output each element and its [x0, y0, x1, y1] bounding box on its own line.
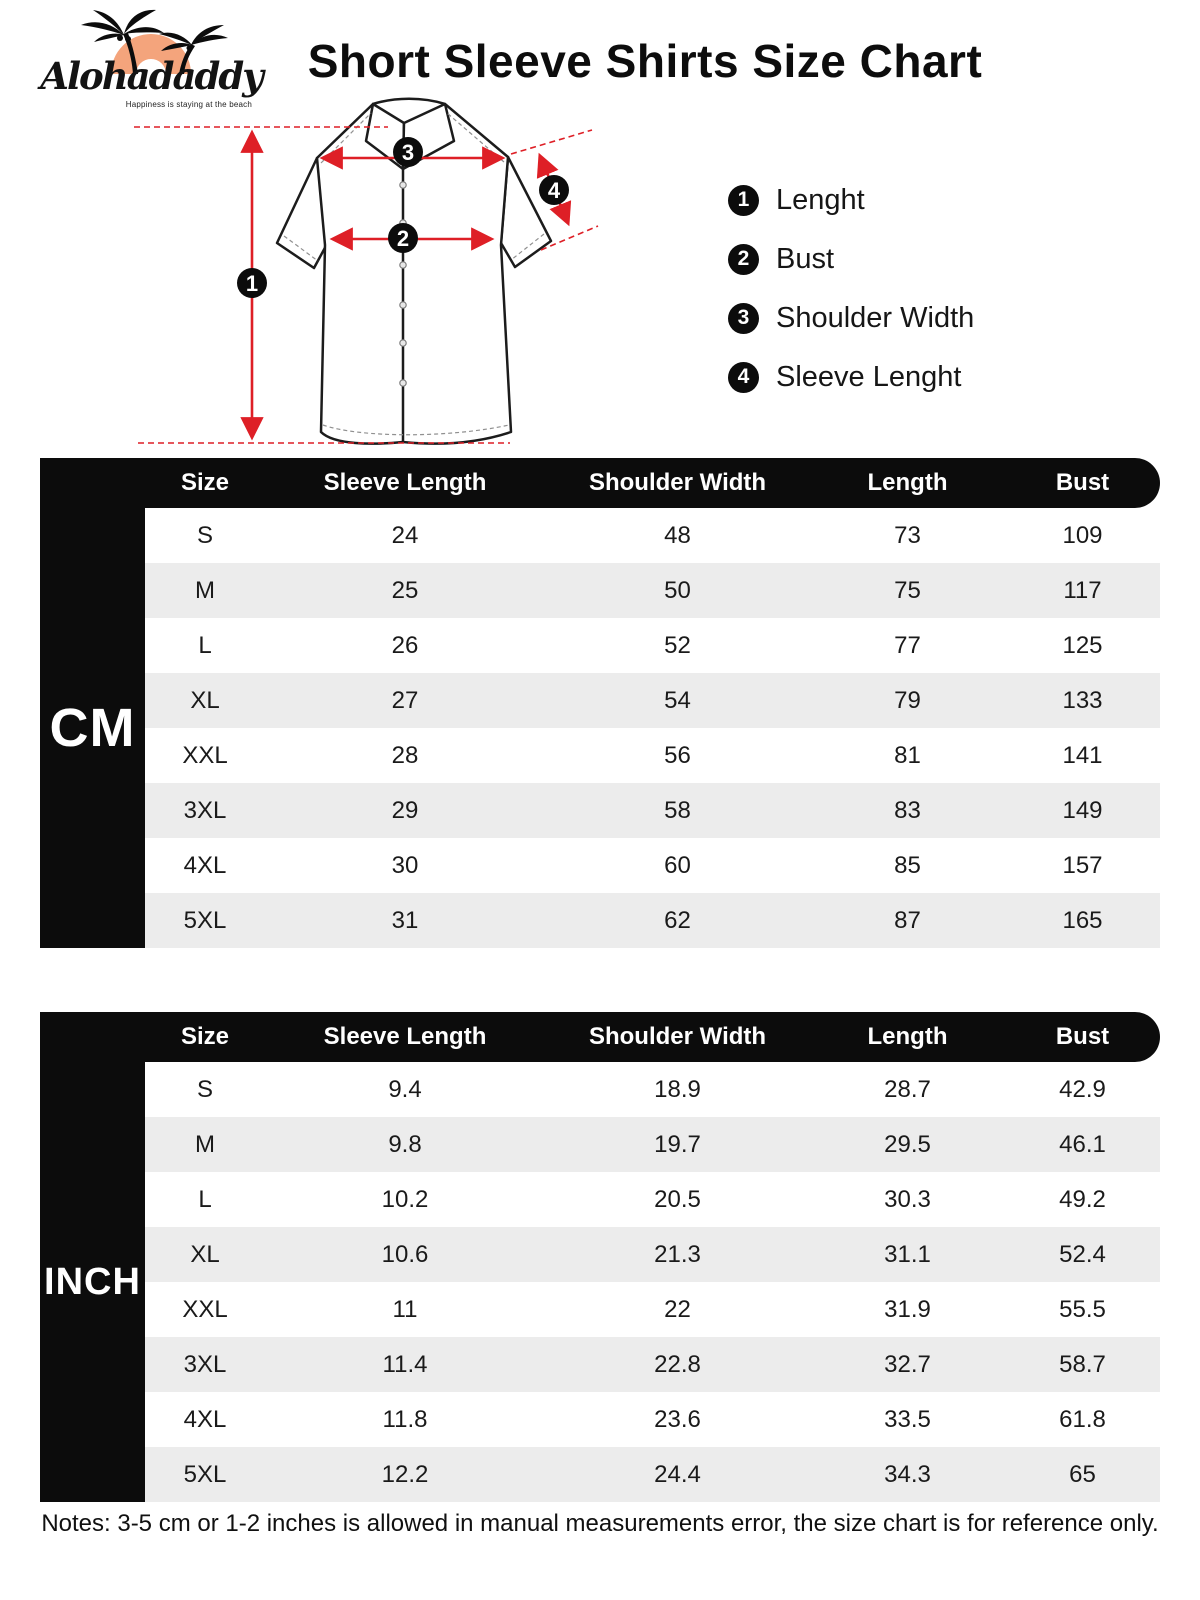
table-cell: 46.1: [1059, 1130, 1106, 1158]
table-row: [145, 1062, 1160, 1117]
table-cell: XXL: [182, 741, 228, 769]
table-cell: 11.8: [382, 1405, 428, 1433]
brand-name: Alohadaddy: [40, 54, 262, 98]
column-header-shoulder: Shoulder Width: [588, 469, 767, 496]
table-row: [145, 508, 1160, 563]
table-cell: 22.8: [654, 1350, 701, 1378]
table-cell: 24.4: [654, 1460, 701, 1488]
table-cell: 31: [391, 906, 419, 934]
table-row: [145, 673, 1160, 728]
table-cell: 29: [391, 796, 419, 824]
brand-tagline: Happiness is staying at the beach: [125, 100, 252, 109]
table-row: [145, 893, 1160, 948]
table-cell: 52: [664, 631, 691, 659]
measurement-legend: [728, 170, 974, 393]
table-cell: 20.5: [654, 1185, 701, 1213]
badge-1-num: 1: [245, 271, 259, 296]
table-cell: 11.4: [382, 1350, 428, 1378]
table-row: [145, 1392, 1160, 1447]
right-sleeve: [501, 157, 551, 267]
table-cell: XL: [190, 1240, 220, 1268]
table-cell: L: [198, 1185, 212, 1213]
table-cell: 42.9: [1059, 1075, 1106, 1103]
table-cell: 33.5: [884, 1405, 931, 1433]
page-title: Short Sleeve Shirts Size Chart: [307, 35, 983, 87]
table-row: [145, 563, 1160, 618]
table-cell: 9.8: [388, 1130, 422, 1158]
table-cell: 165: [1062, 906, 1103, 934]
table-row: [145, 618, 1160, 673]
table-cell: 9.4: [388, 1075, 422, 1103]
table-cell: 73: [894, 521, 921, 549]
table-cell: 32.7: [884, 1350, 931, 1378]
table-cell: 65: [1069, 1460, 1096, 1488]
legend-label: Sleeve Lenght: [776, 360, 962, 393]
table-cell: 30.3: [884, 1185, 931, 1213]
column-header-bust: Bust: [1055, 1023, 1110, 1050]
table-cell: 28.7: [884, 1075, 931, 1103]
badge-2-num: 2: [396, 226, 410, 251]
legend-item: [728, 361, 974, 393]
table-cell: 60: [664, 851, 691, 879]
legend-item: [728, 243, 974, 275]
table-row: [145, 1447, 1160, 1502]
table-cell: 56: [664, 741, 691, 769]
table-cell: S: [196, 1075, 213, 1103]
column-header-shoulder: Shoulder Width: [588, 1023, 767, 1050]
table-cell: 3XL: [183, 796, 227, 824]
table-cell: 58.7: [1059, 1350, 1106, 1378]
shirt-measurement-diagram: [120, 95, 600, 455]
table-cell: 85: [894, 851, 921, 879]
column-header-size: Size: [180, 1023, 230, 1050]
table-cell: 48: [664, 521, 691, 549]
table-cell: 55.5: [1059, 1295, 1106, 1323]
column-header-size: Size: [180, 469, 230, 496]
table-cell: 87: [894, 906, 921, 934]
table-cell: 24: [391, 521, 419, 549]
table-cell: 22: [664, 1295, 691, 1323]
table-cell: 75: [894, 576, 921, 604]
table-row: [145, 1282, 1160, 1337]
table-cell: 58: [664, 796, 691, 824]
table-cell: 109: [1062, 521, 1103, 549]
inch-size-table: [40, 1012, 1160, 1502]
table-cell: L: [198, 631, 212, 659]
notes-text: Notes: 3-5 cm or 1-2 inches is allowed in manual measurements error, the size chart is for reference only.: [41, 1510, 1159, 1537]
table-cell: 34.3: [884, 1460, 931, 1488]
table-cell: M: [195, 576, 215, 604]
column-header-length: Length: [867, 469, 948, 496]
table-cell: 157: [1062, 851, 1103, 879]
table-cell: 54: [664, 686, 691, 714]
table-cell: XL: [190, 686, 220, 714]
table-row: [145, 838, 1160, 893]
badge-3-num: 3: [401, 140, 415, 165]
column-header-bust: Bust: [1055, 469, 1110, 496]
table-cell: XXL: [182, 1295, 228, 1323]
table-cell: 5XL: [183, 906, 227, 934]
table-cell: 26: [391, 631, 419, 659]
table-header-row: [40, 458, 1160, 508]
legend-item: [728, 302, 974, 334]
table-cell: 10.2: [381, 1185, 429, 1213]
legend-label: Bust: [776, 242, 835, 275]
table-cell: 29.5: [884, 1130, 931, 1158]
unit-label-inch: INCH: [40, 1062, 145, 1502]
table-cell: 149: [1062, 796, 1103, 824]
table-cell: 12.2: [381, 1460, 429, 1488]
table-header-row: [40, 1012, 1160, 1062]
legend-label: Shoulder Width: [776, 301, 975, 334]
legend-label: Lenght: [776, 183, 865, 216]
table-cell: 83: [894, 796, 921, 824]
table-cell: 31.9: [884, 1295, 931, 1323]
table-cell: 81: [894, 741, 921, 769]
table-row: [145, 1227, 1160, 1282]
table-cell: S: [196, 521, 213, 549]
table-cell: 77: [894, 631, 921, 659]
table-cell: 18.9: [654, 1075, 701, 1103]
table-cell: 117: [1063, 576, 1102, 604]
table-row: [145, 783, 1160, 838]
column-header-sleeve: Sleeve Length: [323, 1023, 487, 1050]
table-cell: 4XL: [183, 851, 227, 879]
table-cell: 133: [1062, 686, 1103, 714]
cm-size-table: [40, 458, 1160, 948]
table-cell: 79: [894, 686, 921, 714]
table-cell: M: [195, 1130, 215, 1158]
table-cell: 50: [664, 576, 691, 604]
table-cell: 62: [664, 906, 691, 934]
column-header-length: Length: [867, 1023, 948, 1050]
table-cell: 30: [391, 851, 419, 879]
legend-badge-3-icon: 3: [728, 303, 759, 334]
table-cell: 61.8: [1059, 1405, 1106, 1433]
table-row: [145, 1172, 1160, 1227]
legend-badge-2-icon: 2: [728, 244, 759, 275]
table-cell: 49.2: [1059, 1185, 1106, 1213]
table-cell: 52.4: [1059, 1240, 1106, 1268]
badge-4-num: 4: [547, 178, 561, 203]
table-cell: 141: [1062, 741, 1103, 769]
table-cell: 3XL: [183, 1350, 227, 1378]
table-cell: 125: [1062, 631, 1103, 659]
table-row: [145, 1337, 1160, 1392]
table-cell: 23.6: [654, 1405, 701, 1433]
legend-item: [728, 184, 974, 216]
table-cell: 27: [391, 686, 419, 714]
table-cell: 21.3: [654, 1240, 701, 1268]
table-cell: 10.6: [381, 1240, 429, 1268]
table-cell: 4XL: [183, 1405, 227, 1433]
unit-label-cm: CM: [40, 508, 145, 948]
table-row: [145, 1117, 1160, 1172]
table-cell: 5XL: [183, 1460, 227, 1488]
table-cell: 31.1: [884, 1240, 931, 1268]
table-row: [145, 728, 1160, 783]
legend-badge-4-icon: 4: [728, 362, 759, 393]
column-header-sleeve: Sleeve Length: [323, 469, 487, 496]
table-cell: 28: [391, 741, 419, 769]
table-cell: 25: [391, 576, 419, 604]
table-cell: 11: [392, 1295, 418, 1323]
table-cell: 19.7: [654, 1130, 701, 1158]
legend-badge-1-icon: 1: [728, 185, 759, 216]
